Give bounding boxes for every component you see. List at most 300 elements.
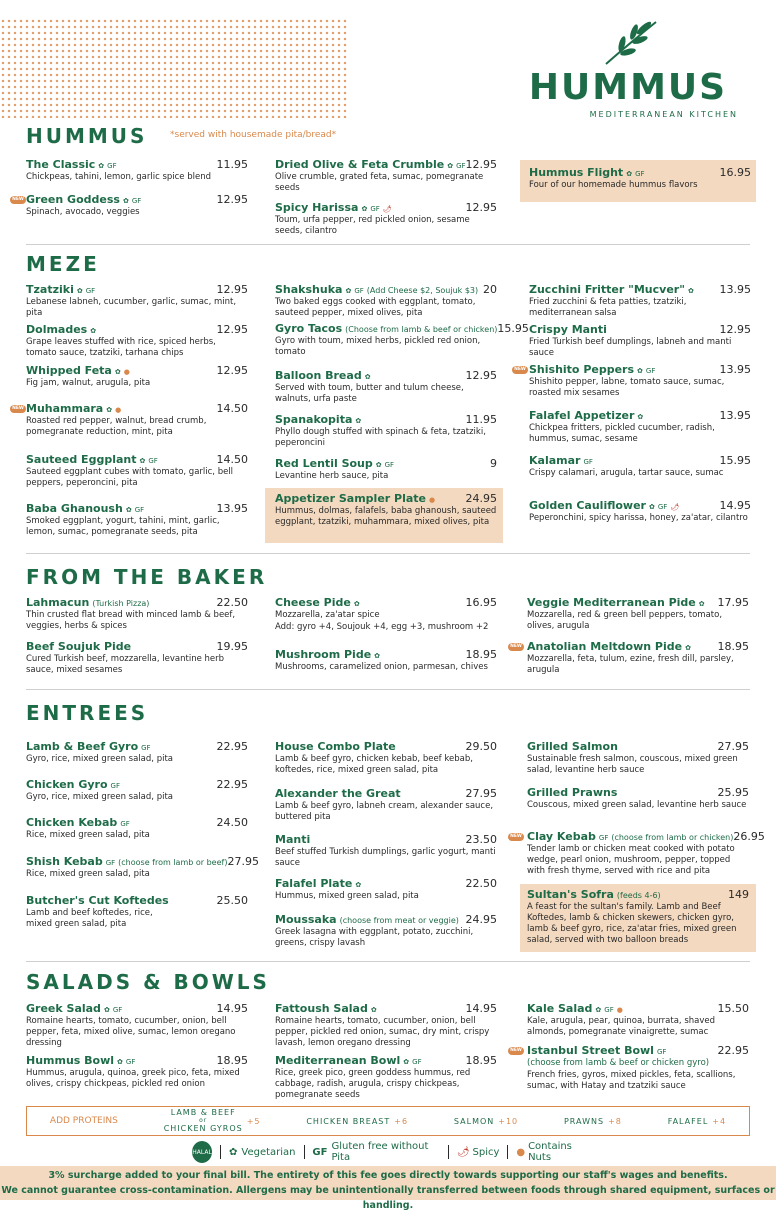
item-tags: GF: [110, 782, 120, 790]
vegetarian-icon: ✿: [637, 413, 644, 421]
menu-item: [275, 457, 497, 482]
item-desc: Phyllo dough stuffed with spinach & feta, tzatziki, peperoncini: [275, 427, 486, 448]
item-price: 11.95: [465, 413, 497, 426]
item-name: Shishito Peppers: [529, 363, 635, 376]
menu-item: [275, 877, 497, 902]
menu-item: [26, 740, 248, 765]
item-price: 24.95: [465, 913, 497, 926]
vegetarian-icon: ✿: [229, 1146, 238, 1158]
decorative-dot-pattern: [0, 18, 348, 118]
legend-gf-text: Gluten free without Pita: [331, 1141, 429, 1163]
menu-item: [26, 894, 248, 930]
item-name: Tzatziki: [26, 283, 74, 296]
item-tags: GF: [131, 197, 142, 205]
item-price: 15.95: [719, 454, 751, 467]
item-name: House Combo Plate: [275, 740, 396, 753]
legend-separator: [448, 1145, 449, 1159]
item-price: 27.95: [227, 855, 259, 868]
vegetarian-icon: ✿: [698, 600, 705, 608]
item-desc: Lamb & beef gyro, labneh cream, alexander sauce, buttered pita: [275, 801, 494, 822]
vegetarian-icon: ✿: [114, 368, 121, 376]
item-name: Baba Ghanoush: [26, 502, 123, 515]
brand-logo: [518, 18, 738, 118]
item-price: 12.95: [465, 369, 497, 382]
item-desc: Mozzarella, red & green bell peppers, tomato, olives, arugula: [527, 610, 723, 631]
item-desc: Fig jam, walnut, arugula, pita: [26, 378, 151, 388]
item-tags: GF: [604, 1006, 614, 1014]
item-name: Grilled Prawns: [527, 786, 618, 799]
item-desc: Hummus, mixed green salad, pita: [275, 891, 419, 901]
legend-gf: GF: [312, 1146, 328, 1158]
item-desc: Hummus, arugula, quinoa, greek pico, feta, mixed olives, crispy chickpeas, pickled red onion: [26, 1068, 240, 1089]
spicy-icon: 🌶: [456, 1146, 470, 1158]
vegetarian-icon: ✿: [687, 287, 694, 295]
item-note: (choose from meat or veggie): [339, 916, 459, 925]
item-desc: Cured Turkish beef, mozzarella, levantine herb sauce, mixed sesames: [26, 654, 225, 675]
item-name: Chicken Kebab: [26, 816, 118, 829]
section-note-hummus: *served with housemade pita/bread*: [170, 130, 337, 140]
protein-lamb-line1: LAMB & BEEF: [170, 1108, 236, 1117]
section-title-salads: SALADS & BOWLS: [26, 970, 270, 994]
item-desc: Rice, greek pico, green goddess hummus, red cabbage, radish, arugula, crispy chickpeas, pomegranate seeds: [275, 1068, 471, 1100]
item-desc: Lamb & beef gyro, chicken kebab, beef kebab, koftedes, rice, mixed green salad, pita: [275, 754, 473, 775]
protein-falafel-price: +4: [712, 1116, 727, 1126]
item-desc: Shishito pepper, labne, tomato sauce, sumac, roasted mix sesames: [529, 377, 725, 398]
menu-item: [26, 453, 248, 489]
item-price: 12.95: [216, 193, 248, 206]
vegetarian-icon: ✿: [403, 1058, 410, 1066]
item-desc: Fried Turkish beef dumplings, labneh and manti sauce: [529, 337, 732, 358]
menu-item: [275, 413, 497, 449]
menu-item: [26, 402, 248, 438]
vegetarian-icon: ✿: [364, 373, 371, 381]
item-desc: Spinach, avocado, veggies: [26, 207, 140, 217]
item-name: Dolmades: [26, 323, 88, 336]
section-title-baker: FROM THE BAKER: [26, 565, 268, 589]
item-price: 22.95: [216, 740, 248, 753]
item-name: Kalamar: [529, 454, 581, 467]
item-name: Clay Kebab: [527, 830, 596, 843]
nut-icon: ●: [429, 496, 436, 504]
item-name: Alexander the Great: [275, 787, 401, 800]
item-note: (Choose from lamb & beef or chicken): [345, 325, 498, 334]
spicy-icon: 🌶: [670, 503, 680, 511]
vegetarian-icon: ✿: [103, 1006, 110, 1014]
item-price: 16.95: [719, 166, 751, 179]
item-price: 12.95: [465, 158, 498, 171]
footer-notice: [0, 1166, 776, 1211]
item-desc: Olive crumble, grated feta, sumac, pomegranate seeds: [275, 172, 484, 193]
menu-item: [529, 499, 751, 524]
item-desc: Gyro with toum, mixed herbs, pickled red onion, tomato: [275, 336, 481, 357]
brand-name: HUMMUS: [528, 67, 728, 108]
item-name: Chicken Gyro: [26, 778, 108, 791]
item-price: 15.50: [717, 1002, 749, 1015]
item-tags: GF: [134, 506, 145, 514]
item-tags: GF: [456, 162, 466, 170]
item-price: 22.50: [216, 596, 248, 609]
item-tags: GF: [141, 744, 151, 752]
item-name: Gyro Tacos: [275, 322, 343, 335]
divider: [26, 553, 750, 554]
item-price: 17.95: [717, 596, 749, 609]
item-name: Spanakopita: [275, 413, 353, 426]
menu-item: [527, 786, 749, 811]
item-price: 20: [483, 283, 497, 296]
item-tags: GF: [148, 457, 158, 465]
item-name: Cheese Pide: [275, 596, 351, 609]
item-price: 24.95: [465, 492, 497, 505]
item-name: Greek Salad: [26, 1002, 101, 1015]
item-tags: GF: [412, 1058, 422, 1066]
item-desc: Toum, urfa pepper, red pickled onion, sesame seeds, cilantro: [275, 215, 470, 236]
protein-chicken-price: +6: [394, 1116, 409, 1126]
divider: [26, 689, 750, 690]
item-price: 11.95: [216, 158, 248, 171]
menu-item: [527, 1002, 749, 1038]
menu-item: [527, 888, 749, 946]
vegetarian-icon: ✿: [90, 327, 97, 335]
item-name: The Classic: [26, 158, 96, 171]
item-desc: Gyro, rice, mixed green salad, pita: [26, 754, 173, 764]
item-note: (choose from lamb & beef or chicken gyro): [527, 1058, 710, 1068]
item-name: Spicy Harissa: [275, 201, 359, 214]
item-desc: Chickpeas, tahini, lemon, garlic spice blend: [26, 172, 212, 182]
menu-item: [275, 913, 497, 949]
menu-item: [529, 454, 751, 479]
legend: [192, 1140, 592, 1164]
item-name: Dried Olive & Feta Crumble: [275, 158, 445, 171]
item-desc: Two baked eggs cooked with eggplant, tomato, sauteed pepper, mixed olives, pita: [275, 297, 476, 318]
menu-item: [527, 1044, 749, 1092]
vegetarian-icon: ✿: [76, 287, 83, 295]
item-name: Grilled Salmon: [527, 740, 618, 753]
nut-icon: ●: [616, 1006, 623, 1014]
item-desc: Greek lasagna with eggplant, potato, zucchini, greens, crispy lavash: [275, 927, 474, 948]
menu-item: [529, 363, 751, 399]
vegetarian-icon: ✿: [637, 367, 643, 375]
new-badge: NEW: [10, 405, 26, 413]
item-desc: Sauteed eggplant cubes with tomato, garlic, bell peppers, peperoncini, pita: [26, 467, 234, 488]
item-name: Anatolian Meltdown Pide: [527, 640, 683, 653]
item-name: Shish Kebab: [26, 855, 103, 868]
item-desc: Romaine hearts, tomato, cucumber, onion, bell pepper, feta, mixed olive, sumac, lemon oregano dressing: [26, 1016, 236, 1048]
menu-item: [26, 816, 248, 841]
nut-icon: ●: [123, 368, 130, 376]
item-name: Istanbul Street Bowl: [527, 1044, 654, 1057]
item-price: 12.95: [216, 323, 248, 336]
menu-item: [529, 166, 751, 191]
menu-item: [275, 1002, 497, 1049]
item-desc: Tender lamb or chicken meat cooked with potato wedge, pearl onion, mushroom, pepper, topped with fresh thyme, served with rice and pita: [527, 844, 735, 876]
menu-item: [527, 596, 749, 632]
item-desc: French fries, gyros, mixed pickles, feta, scallions, sumac, with Hatay and tzatziki sauce: [527, 1070, 736, 1091]
item-name: Golden Cauliflower: [529, 499, 646, 512]
protein-salmon-name: SALMON: [453, 1116, 495, 1126]
protein-salmon-price: +10: [498, 1116, 519, 1126]
item-price: 27.95: [465, 787, 497, 800]
new-badge: NEW: [512, 366, 528, 374]
item-tags: GF: [645, 367, 656, 375]
item-price: 14.95: [465, 1002, 497, 1015]
item-desc: Mushrooms, caramelized onion, parmesan, chives: [275, 662, 488, 672]
protein-prawns: [564, 1117, 622, 1126]
item-desc: Crispy calamari, arugula, tartar sauce, sumac: [529, 468, 724, 478]
item-desc: Hummus, dolmas, falafels, baba ghanoush, sauteed eggplant, tzatziki, muhammara, mixed olives, pita: [275, 506, 497, 527]
item-tags: GF: [656, 1048, 667, 1056]
legend-separator: [507, 1145, 508, 1159]
vegetarian-icon: ✿: [370, 1006, 377, 1014]
item-name: Sauteed Eggplant: [26, 453, 137, 466]
vegetarian-icon: ✿: [355, 417, 362, 425]
item-name: Butcher's Cut Koftedes: [26, 894, 169, 907]
item-tags: GF: [598, 834, 609, 842]
menu-item: [26, 640, 248, 676]
menu-item: [275, 158, 497, 194]
item-desc: Lamb and beef koftedes, rice, mixed green salad, pita: [26, 908, 153, 929]
menu-item: [26, 193, 248, 218]
legend-nuts: Contains Nuts: [528, 1141, 572, 1163]
item-price: 12.95: [719, 323, 751, 336]
item-desc: A feast for the sultan's family. Lamb and Beef Koftedes, lamb & chicken skewers, chicken gyro, lamb & beef gyro, rice, za'atar fries, mixed green salad, served with two balloon breads: [527, 902, 737, 945]
item-name: Muhammara: [26, 402, 104, 415]
add-proteins-bar: [26, 1106, 750, 1136]
item-name: Balloon Bread: [275, 369, 362, 382]
item-desc: Thin crusted flat bread with minced lamb & beef, veggies, herbs & spices: [26, 610, 236, 631]
item-name: Beef Soujuk Pide: [26, 640, 132, 653]
menu-item: [26, 283, 248, 319]
menu-item: [527, 640, 749, 676]
item-name: Crispy Manti: [529, 323, 607, 336]
item-name: Lamb & Beef Gyro: [26, 740, 139, 753]
item-desc: Served with toum, butter and tulum cheese, walnuts, urfa paste: [275, 383, 464, 404]
vegetarian-icon: ✿: [345, 287, 352, 295]
item-name: Red Lentil Soup: [275, 457, 373, 470]
item-name: Hummus Flight: [529, 166, 624, 179]
vegetarian-icon: ✿: [595, 1006, 602, 1014]
nut-icon: ●: [115, 406, 122, 414]
legend-separator: [304, 1145, 305, 1159]
menu-item: [275, 787, 497, 823]
vegetarian-icon: ✿: [685, 644, 691, 652]
menu-item: [26, 502, 248, 538]
item-desc: Lebanese labneh, cucumber, garlic, sumac, mint, pita: [26, 297, 237, 318]
item-desc: Rice, mixed green salad, pita: [26, 869, 150, 879]
legend-separator: [220, 1145, 221, 1159]
vegetarian-icon: ✿: [361, 205, 368, 213]
item-name: Green Goddess: [26, 193, 120, 206]
item-tags: GF: [657, 503, 668, 511]
item-desc: Smoked eggplant, yogurt, tahini, mint, garlic, lemon, sumac, pomegranate seeds, pita: [26, 516, 220, 537]
item-name: Fattoush Salad: [275, 1002, 368, 1015]
item-desc: Kale, arugula, pear, quinoa, burrata, shaved almonds, pomegranate vinaigrette, sumac: [527, 1016, 716, 1037]
protein-lamb-line2: CHICKEN GYROS: [163, 1124, 243, 1133]
item-price: 23.50: [465, 833, 497, 846]
item-desc: Beef stuffed Turkish dumplings, garlic yogurt, manti sauce: [275, 847, 496, 868]
item-price: 27.95: [717, 740, 749, 753]
item-desc: Mozzarella, za'atar spice: [275, 610, 380, 620]
item-name: Falafel Appetizer: [529, 409, 635, 422]
item-price: 19.95: [216, 640, 248, 653]
footer-surcharge: 3% surcharge added to your final bill. The entirety of this fee goes directly towards supporting our staff's wages and benefits.: [48, 1170, 728, 1181]
item-price: 149: [728, 888, 749, 901]
item-name: Shakshuka: [275, 283, 343, 296]
protein-prawns-name: PRAWNS: [563, 1116, 605, 1126]
protein-falafel-name: FALAFEL: [667, 1116, 709, 1126]
item-note: (Add Cheese $2, Soujuk $3): [366, 286, 479, 295]
vegetarian-icon: ✿: [117, 1058, 123, 1066]
item-desc: Gyro, rice, mixed green salad, pita: [26, 792, 173, 802]
vegetarian-icon: ✿: [139, 457, 146, 465]
item-price: 15.95: [497, 322, 529, 335]
vegetarian-icon: ✿: [98, 162, 105, 170]
item-note: (feeds 4-6): [616, 891, 661, 900]
item-tags: GF: [125, 1058, 136, 1066]
item-desc: Levantine herb sauce, pita: [275, 471, 389, 481]
vegetarian-icon: ✿: [374, 652, 381, 660]
item-desc: Peperonchini, spicy harissa, honey, za'atar, cilantro: [529, 513, 748, 523]
item-price: 12.95: [465, 201, 497, 214]
section-title-hummus: HUMMUS: [26, 124, 148, 148]
new-badge: NEW: [10, 196, 26, 204]
item-desc: Grape leaves stuffed with rice, spiced herbs, tomato sauce, tzatziki, tarhana chips: [26, 337, 216, 358]
protein-lamb: [164, 1109, 261, 1133]
item-price: 13.95: [719, 363, 751, 376]
vegetarian-icon: ✿: [447, 162, 454, 170]
item-price: 22.95: [717, 1044, 749, 1057]
item-desc: Rice, mixed green salad, pita: [26, 830, 150, 840]
vegetarian-icon: ✿: [626, 170, 633, 178]
item-name: Veggie Mediterranean Pide: [527, 596, 696, 609]
menu-item: [26, 323, 248, 359]
item-price: 16.95: [465, 596, 497, 609]
brand-tagline: MEDITERRANEAN KITCHEN: [589, 110, 738, 119]
new-badge: NEW: [508, 1047, 524, 1055]
section-title-meze: MEZE: [26, 252, 100, 276]
item-desc: Roasted red pepper, walnut, bread crumb, pomegranate reduction, mint, pita: [26, 416, 207, 437]
menu-item: [275, 201, 497, 237]
vegetarian-icon: ✿: [355, 881, 362, 889]
item-name: Appetizer Sampler Plate: [275, 492, 427, 505]
item-note: (choose from lamb or chicken): [611, 833, 734, 842]
item-price: 9: [490, 457, 497, 470]
menu-item: [26, 158, 248, 183]
item-desc: Four of our homemade hummus flavors: [529, 180, 698, 190]
protein-lamb-or: or: [199, 1117, 208, 1124]
item-name: Whipped Feta: [26, 364, 112, 377]
item-price: 18.95: [216, 1054, 248, 1067]
olive-branch-icon: [600, 18, 660, 66]
item-name: Kale Salad: [527, 1002, 593, 1015]
menu-item: [275, 492, 497, 528]
item-name: Mushroom Pide: [275, 648, 372, 661]
item-desc: Chickpea fritters, pickled cucumber, radish, hummus, sumac, sesame: [529, 423, 715, 444]
menu-item: [527, 740, 749, 776]
legend-vegetarian: Vegetarian: [241, 1146, 296, 1158]
item-price: 13.95: [719, 409, 751, 422]
vegetarian-icon: ✿: [648, 503, 655, 511]
item-price: 12.95: [216, 283, 248, 296]
new-badge: NEW: [508, 833, 524, 841]
legend-spicy: Spicy: [472, 1146, 500, 1158]
menu-item: [26, 855, 259, 880]
item-note: (choose from lamb or beef): [118, 858, 228, 867]
item-price: 18.95: [717, 640, 749, 653]
item-price: 26.95: [733, 830, 765, 843]
nut-icon: ●: [516, 1146, 526, 1158]
item-price: 25.95: [717, 786, 749, 799]
item-name: Zucchini Fritter "Mucver": [529, 283, 685, 296]
menu-item: [275, 283, 497, 319]
item-price: 18.95: [465, 648, 497, 661]
item-name: Sultan's Sofra: [527, 888, 614, 901]
menu-item: [26, 596, 248, 632]
protein-chicken: [306, 1117, 408, 1126]
menu-item: [529, 283, 751, 319]
item-price: 18.95: [465, 1054, 497, 1067]
menu-item: [527, 830, 765, 877]
protein-lamb-name: [164, 1109, 243, 1133]
item-price: 22.50: [465, 877, 497, 890]
section-title-entrees: ENTREES: [26, 701, 149, 725]
item-price: 14.50: [216, 402, 248, 415]
item-price: 24.50: [216, 816, 248, 829]
item-price: 29.50: [465, 740, 497, 753]
menu-item: [26, 1002, 248, 1049]
menu-item: [26, 778, 248, 803]
item-tags: GF: [354, 287, 364, 295]
spicy-icon: 🌶: [382, 205, 392, 213]
item-tags: GF: [635, 170, 645, 178]
item-desc: Couscous, mixed green salad, levantine herb sauce: [527, 800, 747, 810]
item-desc: Sustainable fresh salmon, couscous, mixed green salad, levantine herb sauce: [527, 754, 738, 775]
item-desc-addons: Add: gyro +4, Soujouk +4, egg +3, mushroom +2: [275, 622, 489, 632]
item-tags: GF: [384, 461, 395, 469]
item-name: Moussaka: [275, 913, 337, 926]
vegetarian-icon: ✿: [375, 461, 382, 469]
divider: [26, 961, 750, 962]
menu-item: [26, 1054, 248, 1090]
item-tags: GF: [85, 287, 96, 295]
item-desc: Romaine hearts, tomato, cucumber, onion, bell pepper, pickled red onion, sumac, dry mint, crispy lavash, lemon oregano dressing: [275, 1016, 490, 1048]
menu-item: [275, 648, 497, 673]
item-price: 13.95: [216, 502, 248, 515]
protein-chicken-name: CHICKEN BREAST: [306, 1116, 391, 1126]
item-price: 14.95: [216, 1002, 248, 1015]
menu-item: [26, 364, 248, 389]
item-tags: GF: [370, 205, 380, 213]
item-price: 22.95: [216, 778, 248, 791]
protein-salmon: [454, 1117, 518, 1126]
item-tags: GF: [105, 859, 116, 867]
halal-badge-icon: HALAL: [192, 1141, 212, 1163]
menu-item: [275, 369, 497, 405]
item-name: Hummus Bowl: [26, 1054, 115, 1067]
item-tags: GF: [107, 162, 117, 170]
item-note: (Turkish Pizza): [92, 599, 150, 608]
item-name: Lahmacun: [26, 596, 90, 609]
new-badge: NEW: [508, 643, 524, 651]
item-tags: GF: [112, 1006, 123, 1014]
menu-item: [529, 323, 751, 359]
menu-item: [275, 1054, 497, 1101]
item-tags: GF: [583, 458, 593, 466]
item-desc: Mozzarella, feta, tulum, ezine, fresh dill, parsley, arugula: [527, 654, 734, 675]
item-price: 25.50: [216, 894, 248, 907]
protein-falafel: [668, 1117, 726, 1126]
menu-item: [275, 596, 497, 633]
item-name: Mediterranean Bowl: [275, 1054, 401, 1067]
